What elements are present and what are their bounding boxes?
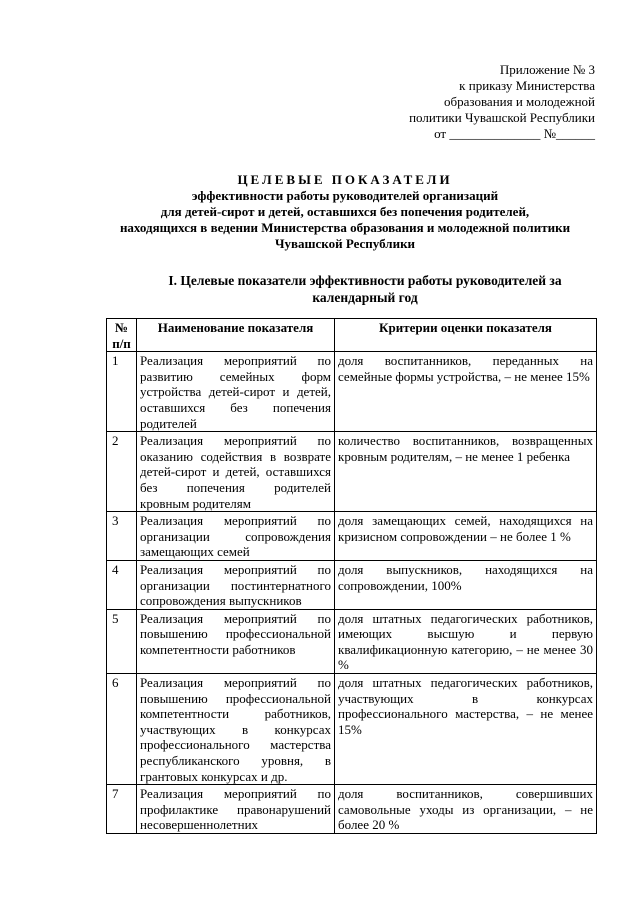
row-name: Реализация мероприятий по развитию семейных форм устройства детей-сирот и детей, оставшихся без попечения родителей: [137, 352, 335, 432]
table-row: [107, 432, 597, 512]
appendix-line: Приложение № 3: [499, 62, 595, 77]
table-row: [107, 785, 597, 834]
indicators-table: [106, 318, 597, 834]
table-row: [107, 512, 597, 561]
section-heading-line: календарный год: [312, 290, 418, 305]
row-criteria: доля штатных педагогических работников, имеющих высшую и первую квалификационную категорию, – не менее 30 %: [335, 609, 597, 673]
header-num-line: №: [114, 320, 129, 335]
row-name: Реализация мероприятий по оказанию содействия в возврате детей-сирот и детей, оставшихся без попечения родителей кровным родителям: [137, 432, 335, 512]
header-criteria: Критерии оценки показателя: [335, 319, 597, 352]
appendix-line: образования и молодежной: [444, 94, 595, 109]
section-heading-line: I. Целевые показатели эффективности работы руководителей за: [168, 273, 562, 288]
table-row: [107, 609, 597, 673]
title-line: Чувашской Республики: [274, 236, 416, 251]
row-name: Реализация мероприятий по организации постинтернатного сопровождения выпускников: [137, 560, 335, 609]
title-main: ЦЕЛЕВЫЕ ПОКАЗАТЕЛИ: [237, 172, 453, 187]
row-num: 4: [107, 560, 137, 609]
row-name: Реализация мероприятий по организации сопровождения замещающих семей: [137, 512, 335, 561]
title-line: для детей-сирот и детей, оставшихся без попечения родителей,: [160, 204, 530, 219]
table-row: [107, 674, 597, 785]
row-num: 2: [107, 432, 137, 512]
table-row: [107, 560, 597, 609]
row-name: Реализация мероприятий по повышению профессиональной компетентности работников: [137, 609, 335, 673]
row-criteria: количество воспитанников, возвращенных кровным родителям, – не менее 1 ребенка: [335, 432, 597, 512]
row-criteria: доля штатных педагогических работников, участвующих в конкурсах профессионального мастерства, – не менее 15%: [335, 674, 597, 785]
section-heading: [130, 272, 600, 306]
row-criteria: доля воспитанников, совершивших самовольные уходы из организации, – не более 20 %: [335, 785, 597, 834]
row-num: 5: [107, 609, 137, 673]
table-header-row: [107, 319, 597, 352]
header-num-line: п/п: [112, 335, 131, 351]
appendix-line: к приказу Министерства: [459, 78, 595, 93]
row-num: 7: [107, 785, 137, 834]
header-num: [107, 319, 137, 352]
row-criteria: доля замещающих семей, находящихся на кризисном сопровождении – не более 1 %: [335, 512, 597, 561]
appendix-line: политики Чувашской Республики: [409, 110, 595, 125]
appendix-line: от ______________ №______: [434, 126, 595, 141]
document-title: [80, 172, 610, 252]
row-num: 6: [107, 674, 137, 785]
row-num: 1: [107, 352, 137, 432]
title-line: находящихся в ведении Министерства образования и молодежной политики: [119, 220, 571, 235]
title-line: эффективности работы руководителей организаций: [191, 188, 499, 203]
row-criteria: доля выпускников, находящихся на сопровождении, 100%: [335, 560, 597, 609]
table-row: [107, 352, 597, 432]
row-num: 3: [107, 512, 137, 561]
row-criteria: доля воспитанников, переданных на семейные формы устройства, – не менее 15%: [335, 352, 597, 432]
row-name: Реализация мероприятий по повышению профессиональной компетентности работников, участвующих в конкурсах профессионального мастерства республиканского уровня, в грантовых конкурсах и др.: [137, 674, 335, 785]
appendix-block: [380, 62, 595, 142]
row-name: Реализация мероприятий по профилактике правонарушений несовершеннолетних: [137, 785, 335, 834]
header-name: Наименование показателя: [137, 319, 335, 352]
